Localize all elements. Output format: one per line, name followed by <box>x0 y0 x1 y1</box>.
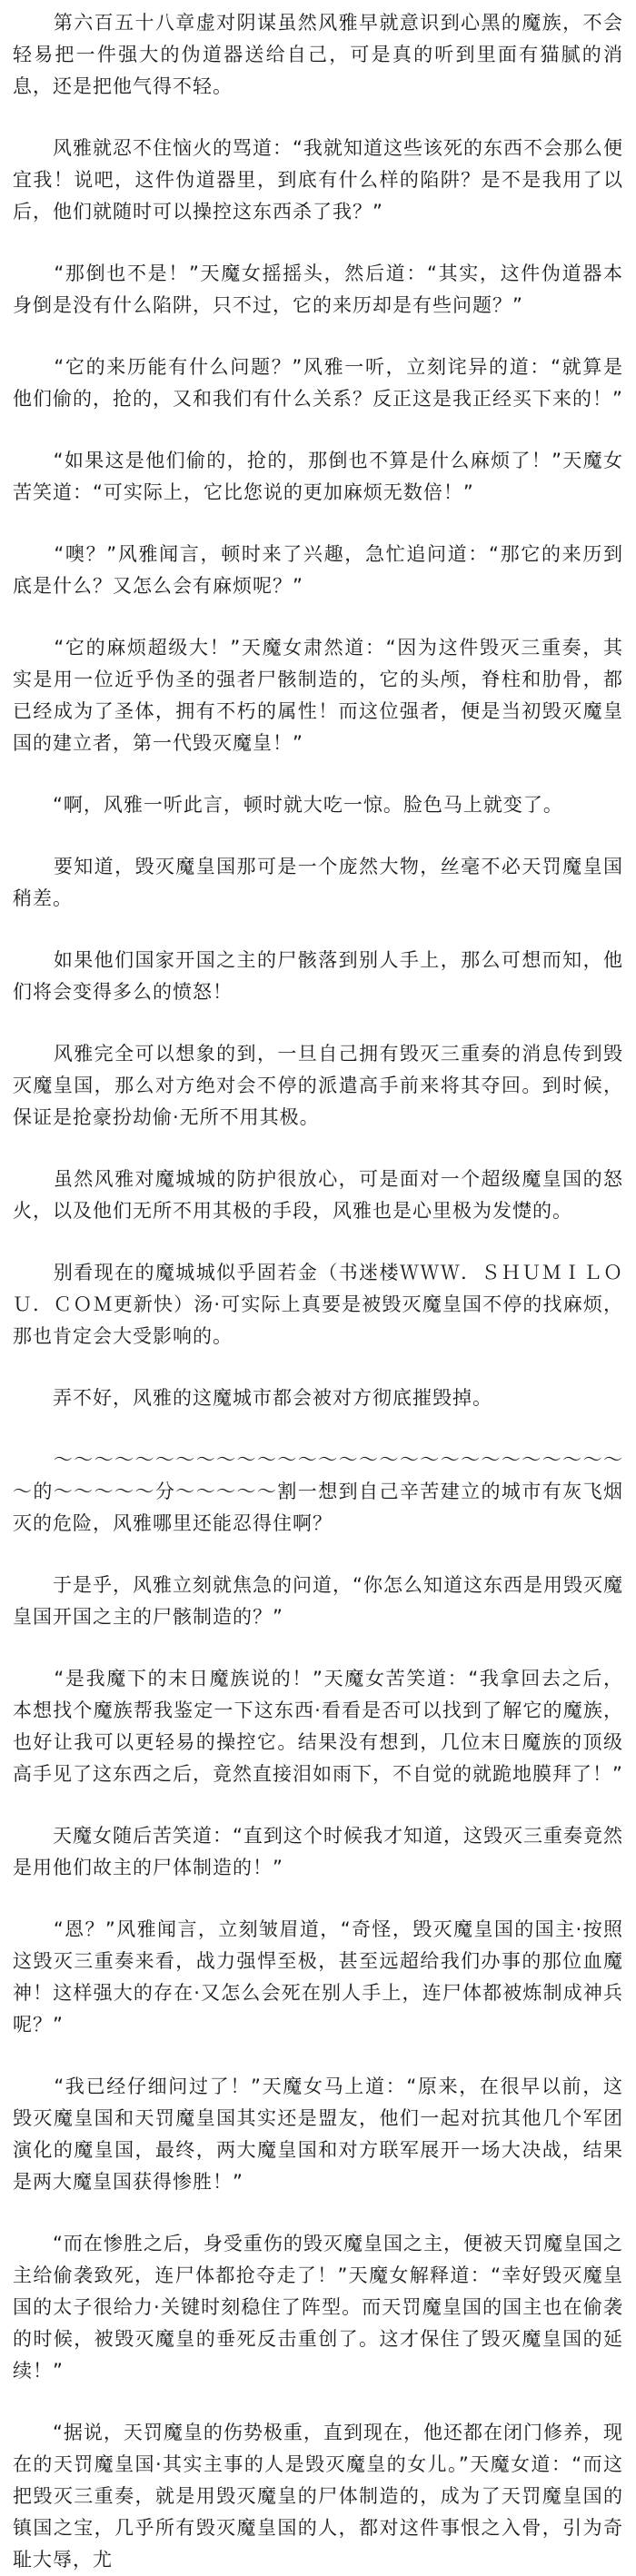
paragraph-7: “它的麻烦超级大！”天魔女肃然道：“因为这件毁灭三重奏，其实是用一位近乎伪圣的强者尸骸制造的，它的头颅，脊柱和肋骨，都已经成为了圣体，拥有不朽的属性！而这位强者，便是当初毁灭魔皇国的建立者，第一代毁灭魔皇！” <box>13 637 623 754</box>
paragraph-5: “如果这是他们偷的，抢的，那倒也不算是什么麻烦了！”天魔女苦笑道：“可实际上，它比您说的更加麻烦无数倍！” <box>13 450 623 503</box>
paragraph-2: 风雅就忍不住恼火的骂道：“我就知道这些该死的东西不会那么便宜我！说吧，这件伪道器里，到底有什么样的陷阱？是不是我用了以后，他们就随时可以操控这东西杀了我？” <box>13 137 623 223</box>
paragraph-11: 风雅完全可以想象的到，一旦自己拥有毁灭三重奏的消息传到毁灭魔皇国，那么对方绝对会不停的派遣高手前来将其夺回。到时候，保证是抢豪扮劫偷·无所不用其极。 <box>13 1043 623 1128</box>
paragraph-13: 别看现在的魔城城似乎固若金（书迷楼ＷＷＷ．ＳＨＵＭＩＬＯＵ．ＣＯＭ更新快）汤·可实际上真要是被毁灭魔皇国不停的找麻烦，那也肯定会大受影响的。 <box>13 1262 623 1347</box>
paragraph-8: “啊，风雅一听此言，顿时就大吃一惊。脸色马上就变了。 <box>13 794 563 816</box>
paragraph-6: “噢？”风雅闻言，顿时来了兴趣，急忙追问道：“那它的来历到底是什么？又怎么会有麻烦呢？” <box>13 543 623 597</box>
paragraph-1: 第六百五十八章虚对阴谋虽然风雅早就意识到心黑的魔族，不会轻易把一件强大的伪道器送给自己，可是真的听到里面有猫腻的消息，还是把他气得不轻。 <box>13 12 623 97</box>
paragraph-17: “是我魔下的末日魔族说的！”天魔女苦笑道：“我拿回去之后，本想找个魔族帮我鉴定一下这东西·看看是否可以找到了解它的魔族，也好让我可以更轻易的操控它。结果没有想到，几位末日魔族的顶级高手见了这东西之后，竟然直接泪如雨下，不自觉的就跪地膜拜了！” <box>13 1668 623 1785</box>
paragraph-18: 天魔女随后苦笑道：“直到这个时候我才知道，这毁灭三重奏竟然是用他们故主的尸体制造的！” <box>13 1825 623 1878</box>
paragraph-19: “恩？”风雅闻言，立刻皱眉道，“奇怪，毁灭魔皇国的国主·按照这毁灭三重奏来看，战力强悍至极，甚至远超给我们办事的那位血魔神！这样强大的存在·又怎么会死在别人手上，连尸体都被炼制成神兵呢？” <box>13 1918 623 2036</box>
paragraph-22: “据说，天罚魔皇的伤势极重，直到现在，他还都在闭门修养，现在的天罚魔皇国·其实主事的人是毁灭魔皇的女儿。”天魔女道：“而这把毁灭三重奏，就是用毁灭魔皇的尸体制造的，成为了天罚魔皇国的镇国之宝，几乎所有毁灭魔皇国的人，都对这件事恨之入骨，引为奇耻大辱，尤 <box>13 2422 623 2571</box>
paragraph-16: 于是乎，风雅立刻就焦急的问道，“你怎么知道这东西是用毁灭魔皇国开国之主的尸骸制造的？” <box>13 1574 623 1628</box>
paragraph-3: “那倒也不是！”天魔女摇摇头，然后道：“其实，这件伪道器本身倒是没有什么陷阱，只不过，它的来历却是有些问题？” <box>13 263 623 316</box>
paragraph-21: “而在惨胜之后，身受重伤的毁灭魔皇国之主，便被天罚魔皇国之主给偷袭致死，连尸体都抢夺走了！”天魔女解释道：“幸好毁灭魔皇国的太子很给力·关键时刻稳住了阵型。而天罚魔皇国的国主也在偷袭的时候，被毁灭魔皇的垂死反击重创了。这才保住了毁灭魔皇国的延续！” <box>13 2233 623 2382</box>
paragraph-10: 如果他们国家开国之主的尸骸落到别人手上，那么可想而知，他们将会变得多么的愤怒！ <box>13 949 623 1003</box>
paragraph-9: 要知道，毁灭魔皇国那可是一个庞然大物，丝毫不必天罚魔皇国稍差。 <box>13 856 623 909</box>
paragraph-12: 虽然风雅对魔城城的防护很放心，可是面对一个超级魔皇国的怒火，以及他们无所不用其极的手段，风雅也是心里极为发憷的。 <box>13 1168 623 1222</box>
paragraph-15: ～～～～～～～～～～～～～～～～～～～～～～～～～～～～～的～～～～～分～～～～～割一想到自己辛苦建立的城市有灰飞烟灭的危险，风雅哪里还能忍得住啊？ <box>13 1449 623 1534</box>
paragraph-14: 弄不好，风雅的这魔城市都会被对方彻底摧毁掉。 <box>13 1387 492 1409</box>
paragraph-20: “我已经仔细问过了！”天魔女马上道：“原来，在很早以前，这毁灭魔皇国和天罚魔皇国其实还是盟友，他们一起对抗其他几个军团演化的魔皇国，最终，两大魔皇国和对方联军展开一场大决战，结果是两大魔皇国获得惨胜！” <box>13 2076 623 2193</box>
paragraph-4: “它的来历能有什么问题？”风雅一听，立刻诧异的道：“就算是他们偷的，抢的，又和我们有什么关系？反正这是我正经买下来的！” <box>13 356 623 410</box>
